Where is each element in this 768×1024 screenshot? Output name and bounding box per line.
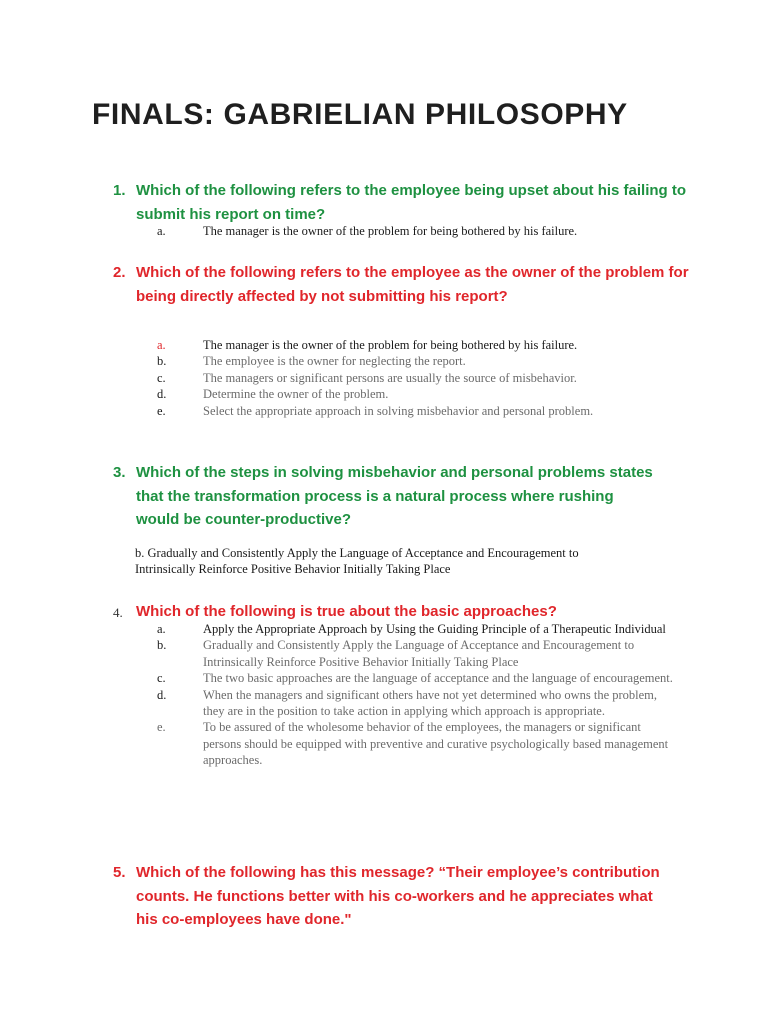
option-letter: c. bbox=[157, 671, 166, 686]
option-letter: a. bbox=[157, 622, 166, 636]
question-number: 1. bbox=[113, 182, 126, 199]
options-list bbox=[157, 621, 677, 769]
question-number: 5. bbox=[113, 864, 126, 881]
question-text: Which of the following is true about the basic approaches? bbox=[136, 603, 557, 620]
question-text: Which of the following has this message? “Their employee’s contribution counts. He functions better with his co-workers and he appreciates what his co-employees have done." bbox=[136, 864, 660, 928]
option-letter: b. bbox=[157, 354, 167, 369]
option-item bbox=[157, 670, 677, 686]
option-text: Apply the Appropriate Approach by Using the Guiding Principle of a Therapeutic Individual bbox=[203, 622, 666, 636]
question-1 bbox=[113, 179, 693, 226]
page-title: FINALS: GABRIELIAN PHILOSOPHY bbox=[92, 98, 628, 131]
option-text: The manager is the owner of the problem for being bothered by his failure. bbox=[203, 224, 578, 238]
option-text: The manager is the owner of the problem for being bothered by his failure. bbox=[203, 338, 578, 352]
option-text: Select the appropriate approach in solving misbehavior and personal problem. bbox=[203, 403, 594, 418]
question-2 bbox=[113, 261, 693, 308]
option-letter: b. bbox=[157, 638, 167, 653]
option-item bbox=[157, 353, 677, 369]
option-item bbox=[157, 337, 677, 353]
question-text: Which of the following refers to the employee being upset about his failing to submit his report on time? bbox=[136, 182, 687, 223]
question-number: 3. bbox=[113, 464, 126, 481]
option-letter: d. bbox=[157, 687, 167, 702]
question-number: 2. bbox=[113, 264, 126, 281]
option-item bbox=[157, 637, 677, 670]
option-letter: a. bbox=[157, 338, 166, 352]
option-text: When the managers and significant others have not yet determined who owns the problem, they are in the position to take action in applying which approach is appropriate. bbox=[203, 687, 658, 719]
option-item bbox=[157, 403, 677, 419]
option-item bbox=[157, 687, 677, 720]
option-text: The employee is the owner for neglecting the report. bbox=[203, 354, 466, 369]
option-letter: e. bbox=[157, 403, 166, 418]
option-letter: e. bbox=[157, 720, 166, 735]
option-item bbox=[157, 370, 677, 386]
option-letter: d. bbox=[157, 387, 167, 402]
option-text: To be assured of the wholesome behavior of the employees, the managers or significant persons should be equipped with preventive and curative psychologically based management approaches. bbox=[203, 720, 669, 768]
question-3 bbox=[113, 461, 653, 532]
option-item bbox=[157, 719, 677, 768]
option-text: Determine the owner of the problem. bbox=[203, 387, 389, 402]
question-4 bbox=[113, 600, 693, 624]
question-number: 4. bbox=[113, 605, 123, 620]
question-5 bbox=[113, 861, 673, 932]
option-text: The managers or significant persons are usually the source of misbehavior. bbox=[203, 370, 577, 385]
answer-text: b. Gradually and Consistently Apply the Language of Acceptance and Encouragement to Intrinsically Reinforce Positive Behavior Initially Taking Place bbox=[135, 546, 579, 577]
option-letter: c. bbox=[157, 370, 166, 385]
option-item bbox=[157, 223, 677, 239]
option-item bbox=[157, 386, 677, 402]
option-item bbox=[157, 621, 677, 637]
options-list bbox=[157, 223, 677, 239]
option-text: Gradually and Consistently Apply the Language of Acceptance and Encouragement to Intrinsically Reinforce Positive Behavior Initially Taking Place bbox=[203, 638, 635, 669]
question-text: Which of the following refers to the employee as the owner of the problem for being directly affected by not submitting his report? bbox=[136, 264, 689, 305]
option-letter: a. bbox=[157, 224, 166, 238]
options-list bbox=[157, 337, 677, 419]
option-text: The two basic approaches are the language of acceptance and the language of encouragement. bbox=[203, 671, 673, 686]
question-text: Which of the steps in solving misbehavior and personal problems states that the transformation process is a natural process where rushing would be counter-productive? bbox=[136, 464, 653, 528]
